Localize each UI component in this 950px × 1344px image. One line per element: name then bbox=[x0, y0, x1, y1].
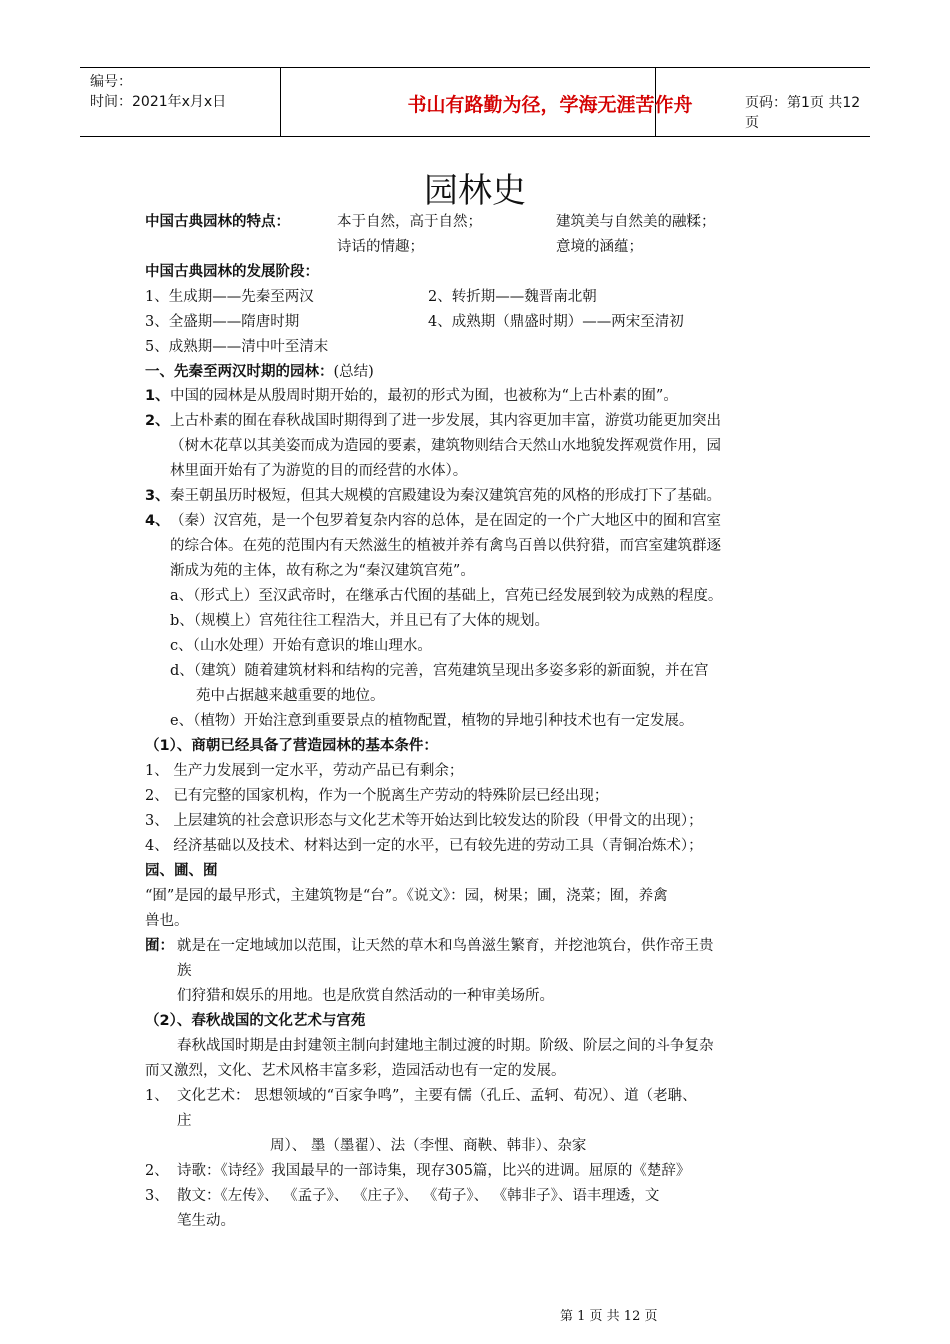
definition-label: 囿： bbox=[145, 938, 174, 954]
paragraph-text: （秦）汉宫苑，是一个包罗着复杂内容的总体，是在固定的一个广大地区中的囿和宫室 bbox=[170, 513, 721, 529]
feature-item: 建筑美与自然美的融糅； bbox=[556, 214, 716, 230]
features-label: 中国古典园林的特点： bbox=[145, 214, 290, 230]
paragraph-text: 散文：《左传》、 《孟子》、 《庄子》、 《荀子》、 《韩非子》、语丰理透，文 bbox=[177, 1188, 660, 1204]
sub-item: b、（规模上）宫苑往往工程浩大，并且已有了大体的规划。 bbox=[170, 613, 550, 629]
header-motto: 书山有路勤为径，学海无涯苦作舟 bbox=[407, 94, 693, 116]
page-footer: 第 1 页 共 12 页 bbox=[560, 1309, 658, 1324]
paragraph-text: 秦王朝虽历时极短，但其大规模的宫殿建设为秦汉建筑宫苑的风格的形成打下了基础。 bbox=[170, 488, 721, 504]
paragraph-text: 渐成为苑的主体，故有称之为“秦汉建筑宫苑”。 bbox=[170, 563, 475, 579]
page-header bbox=[80, 67, 870, 137]
paragraph-number: 2、 bbox=[145, 413, 170, 429]
list-item: 2、 已有完整的国家机构，作为一个脱离生产劳动的特殊阶层已经出现； bbox=[145, 788, 609, 804]
paragraph-number: 1、 bbox=[145, 388, 170, 404]
section-heading: （2）、春秋战国的文化艺术与宫苑 bbox=[145, 1013, 366, 1029]
stage-item: 2、转折期——魏晋南北朝 bbox=[428, 289, 597, 305]
paragraph-text: 庄 bbox=[177, 1113, 192, 1129]
paragraph-text: 而又激烈，文化、艺术风格丰富多彩，造园活动也有一定的发展。 bbox=[145, 1063, 566, 1079]
section-heading: 园、圃、囿 bbox=[145, 863, 218, 879]
stage-item: 5、成熟期——清中叶至清末 bbox=[145, 339, 329, 355]
paragraph-number: 4、 bbox=[145, 513, 170, 529]
list-item: 4、 经济基础以及技术、材料达到一定的水平，已有较先进的劳动工具（青铜冶炼术）； bbox=[145, 838, 703, 854]
stage-item: 3、全盛期——隋唐时期 bbox=[145, 314, 300, 330]
paragraph-text: 中国的园林是从殷周时期开始的，最初的形式为囿，也被称为“上古朴素的囿”。 bbox=[170, 388, 678, 404]
paragraph-text: 们狩猎和娱乐的用地。也是欣赏自然活动的一种审美场所。 bbox=[177, 988, 554, 1004]
paragraph-text: 兽也。 bbox=[145, 913, 189, 929]
paragraph-number: 3、 bbox=[145, 488, 170, 504]
sub-item: e、（植物）开始注意到重要景点的植物配置，植物的异地引种技术也有一定发展。 bbox=[170, 713, 694, 729]
paragraph-number: 1、 bbox=[145, 1088, 169, 1104]
sub-item: d、（建筑）随着建筑材料和结构的完善，宫苑建筑呈现出多姿多彩的新面貌，并在宫 bbox=[170, 663, 709, 679]
paragraph-text: 文化艺术： 思想领域的“百家争鸣”，主要有儒（孔丘、孟轲、荀况）、道（老聃、 bbox=[177, 1088, 697, 1104]
document-number: 编号： bbox=[90, 74, 132, 90]
paragraph-text: 周）、 墨（墨翟）、法（李悝、商鞅、韩非）、杂家 bbox=[270, 1138, 587, 1154]
section-heading-text: 一、先秦至两汉时期的园林： bbox=[145, 364, 334, 380]
document-date: 时间：2021年x月x日 bbox=[90, 94, 227, 110]
paragraph-text: 林里面开始有了为游览的目的而经营的水体）。 bbox=[170, 463, 468, 479]
section-heading bbox=[145, 362, 374, 382]
stages-label: 中国古典园林的发展阶段： bbox=[145, 264, 319, 280]
paragraph-text: “囿”是园的最早形式，主建筑物是“台”。《说文》：园，树果；圃，浇菜；囿，养禽 bbox=[145, 888, 668, 904]
list-item: 1、 生产力发展到一定水平，劳动产品已有剩余； bbox=[145, 763, 464, 779]
paragraph-text: 就是在一定地域加以范围，让天然的草木和鸟兽滋生繁育，并挖池筑台，供作帝王贵 bbox=[177, 938, 714, 954]
feature-item: 意境的涵蕴； bbox=[556, 239, 643, 255]
paragraph-text: 族 bbox=[177, 963, 192, 979]
document-title: 园林史 bbox=[424, 171, 526, 211]
paragraph-number: 3、 bbox=[145, 1188, 169, 1204]
stage-item: 4、成熟期（鼎盛时期）——两宋至清初 bbox=[428, 314, 684, 330]
paragraph-number: 2、 bbox=[145, 1163, 169, 1179]
stage-item: 1、生成期——先秦至两汉 bbox=[145, 289, 314, 305]
paragraph-text: 的综合体。在苑的范围内有天然滋生的植被并养有禽鸟百兽以供狩猎，而宫室建筑群逐 bbox=[170, 538, 721, 554]
sub-item: c、（山水处理）开始有意识的堆山理水。 bbox=[170, 638, 432, 654]
header-page-info: 页码：第1页 共12页 bbox=[745, 95, 861, 131]
sub-item: a、（形式上）至汉武帝时，在继承古代囿的基础上，宫苑已经发展到较为成熟的程度。 bbox=[170, 588, 723, 604]
sub-item: 苑中占据越来越重要的地位。 bbox=[196, 688, 385, 704]
header-meta bbox=[90, 72, 226, 112]
header-divider bbox=[280, 68, 281, 136]
paragraph-text: 诗歌：《诗经》我国最早的一部诗集，现存305篇，比兴的进调。屈原的《楚辞》 bbox=[177, 1163, 691, 1179]
feature-item: 诗话的情趣； bbox=[337, 239, 424, 255]
section-heading: （1）、商朝已经具备了营造园林的基本条件： bbox=[145, 738, 438, 754]
section-heading-note: (总结) bbox=[333, 364, 374, 380]
list-item: 3、 上层建筑的社会意识形态与文化艺术等开始达到比较发达的阶段（甲骨文的出现）； bbox=[145, 813, 703, 829]
feature-item: 本于自然，高于自然； bbox=[337, 214, 482, 230]
paragraph-text: （树木花草以其美姿而成为造园的要素，建筑物则结合天然山水地貌发挥观赏作用，园 bbox=[170, 438, 721, 454]
paragraph-text: 上古朴素的囿在春秋战国时期得到了进一步发展，其内容更加丰富，游赏功能更加突出 bbox=[170, 413, 721, 429]
paragraph-text: 春秋战国时期是由封建领主制向封建地主制过渡的时期。阶级、阶层之间的斗争复杂 bbox=[177, 1038, 714, 1054]
paragraph-text: 笔生动。 bbox=[177, 1213, 235, 1229]
